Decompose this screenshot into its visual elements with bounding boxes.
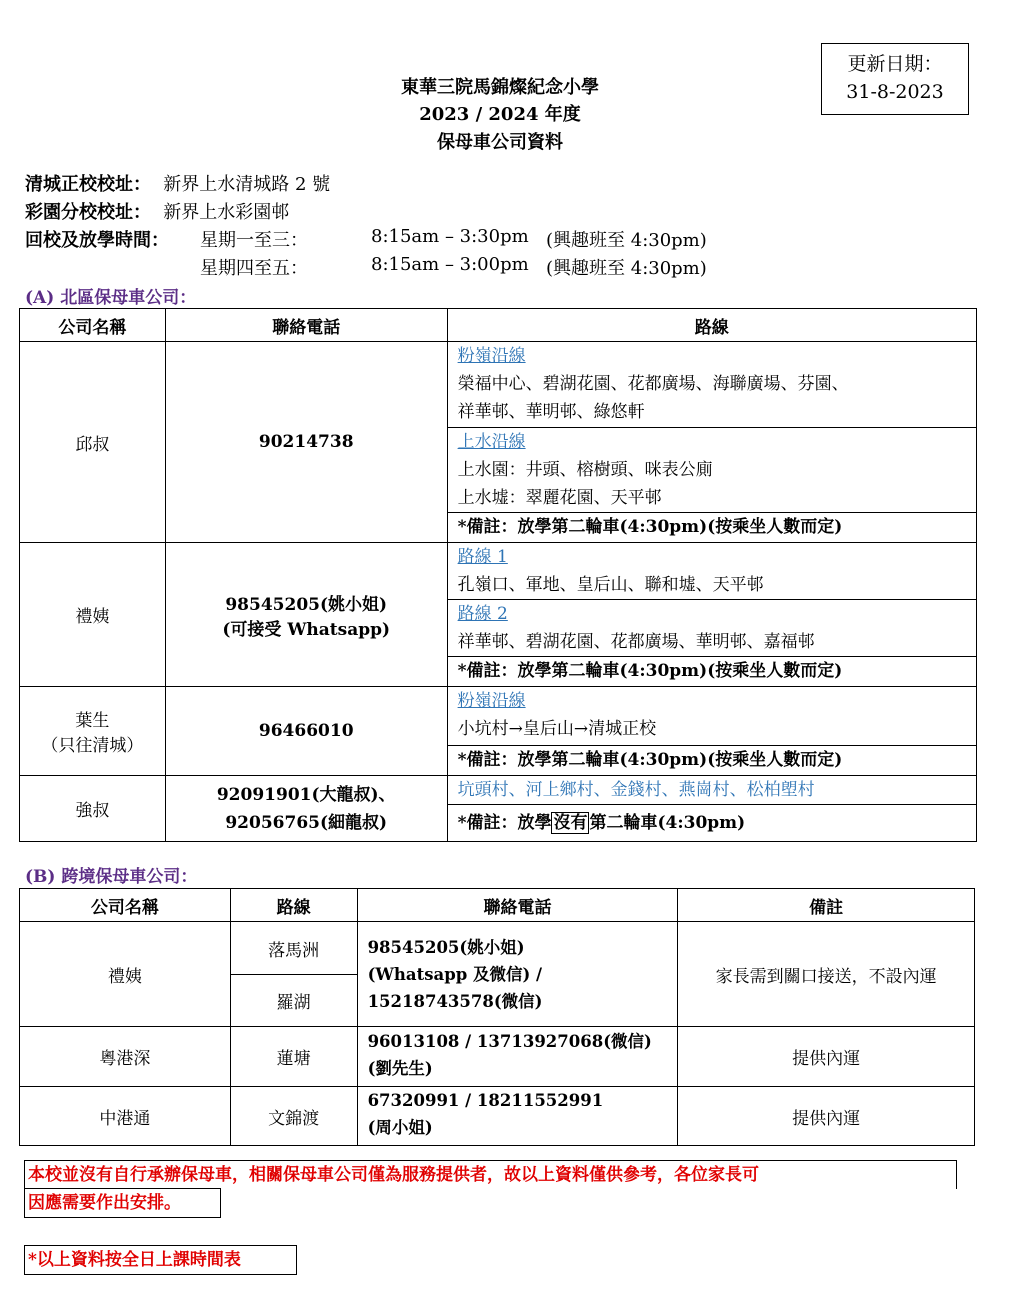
branch-campus-address [25, 198, 289, 224]
company-name: 禮姨 [20, 543, 166, 687]
company-phone: 96466010 [165, 687, 447, 776]
cross-border-table [19, 888, 975, 1146]
phone-note: (可接受 Whatsapp) [222, 619, 391, 640]
disclaimer-line1: 本校並沒有自行承辦保母車，相關保母車公司僅為服務提供者，故以上資料僅供參考，各位家長可 [24, 1160, 957, 1189]
phone-number: 96013108 / 13713927068(微信) [367, 1032, 652, 1051]
main-campus-address [25, 170, 330, 196]
route-cell [447, 600, 976, 657]
document-title: 保母車公司資料 [437, 132, 563, 153]
route-note: *備註：放學第二輪車(4:30pm)(按乘坐人數而定) [447, 657, 976, 687]
company-name-main: 葉生 [75, 711, 110, 731]
disclaimer-line2: 因應需要作出安排。 [24, 1188, 221, 1218]
main-campus-label: 清城正校校址： [25, 174, 151, 195]
north-district-table [19, 308, 977, 842]
route-villages: 坑頭村、河上鄉村、金錢村、燕崗村、松柏塱村 [457, 780, 815, 800]
company-name [20, 687, 166, 776]
route-name: 蓮塘 [230, 1027, 357, 1087]
route-name: 落馬洲 [230, 922, 357, 975]
section-a-title: (A) 北區保母車公司： [25, 288, 197, 308]
route-stops: 祥華邨、碧湖花園、花都廣場、華明邨、嘉福邨 [457, 632, 815, 652]
phone-number: 98545205(姚小姐) [367, 938, 525, 957]
route-stops: 榮福中心、碧湖花園、花都廣場、海聯廣場、芬園、 [457, 374, 849, 394]
remark: 提供內運 [678, 1087, 975, 1146]
school-hours-label: 回校及放學時間： [25, 230, 169, 251]
company-phone [165, 543, 447, 687]
branch-campus-value: 新界上水彩園邨 [163, 202, 290, 223]
company-phone [357, 922, 678, 1027]
company-name: 粵港深 [20, 1027, 231, 1087]
header-remark: 備註 [678, 889, 975, 922]
school-name: 東華三院馬錦燦紀念小學 [401, 77, 599, 98]
header-route: 路線 [230, 889, 357, 922]
phone-contact: (周小姐) [367, 1118, 433, 1137]
company-phone [165, 776, 447, 842]
remark: 提供內運 [678, 1027, 975, 1087]
hours-row1-days: 星期一至三： [200, 230, 308, 251]
timetable-footnote: *以上資料按全日上課時間表 [24, 1245, 297, 1275]
phone-number: 67320991 / 18211552991 [367, 1091, 604, 1110]
route-cell [447, 776, 976, 805]
route-stops: 小坑村→皇后山→清城正校 [457, 719, 657, 739]
route-title-link[interactable]: 粉嶺沿線 [457, 691, 526, 711]
company-name-note: （只往清城） [41, 736, 144, 756]
company-name: 禮姨 [20, 922, 231, 1027]
route-title-link[interactable]: 上水沿線 [457, 432, 526, 452]
header-company: 公司名稱 [20, 309, 166, 342]
phone-contact: (劉先生) [367, 1059, 433, 1078]
note-boxed-word: 沒有 [553, 812, 588, 833]
school-year: 2023 / 2024 年度 [419, 104, 581, 125]
company-phone [357, 1087, 678, 1146]
phone-number: 92056765(細龍叔) [225, 812, 388, 833]
route-name: 羅湖 [230, 975, 357, 1027]
route-stops: 上水園：井頭、榕樹頭、咪表公廁 [457, 460, 713, 480]
route-stops: 孔嶺口、軍地、皇后山、聯和墟、天平邨 [457, 575, 764, 595]
route-name: 文錦渡 [230, 1087, 357, 1146]
note-prefix: *備註：放學 [457, 812, 552, 833]
update-date-value: 31-8-2023 [846, 81, 944, 103]
route-title-link[interactable]: 路線 1 [457, 547, 508, 567]
phone-number: 98545205(姚小姐) [225, 594, 388, 615]
route-note [447, 805, 976, 842]
header-company: 公司名稱 [20, 889, 231, 922]
company-phone: 90214738 [165, 342, 447, 543]
route-stops: 祥華邨、華明邨、綠悠軒 [457, 402, 645, 422]
header-phone: 聯絡電話 [357, 889, 678, 922]
note-suffix: 第二輪車(4:30pm) [589, 812, 746, 833]
route-title-link[interactable]: 路線 2 [457, 604, 508, 624]
route-cell [447, 342, 976, 428]
route-stops: 上水墟：翠麗花園、天平邨 [457, 488, 662, 508]
header-phone: 聯絡電話 [165, 309, 447, 342]
route-cell [447, 428, 976, 513]
route-note: *備註：放學第二輪車(4:30pm)(按乘坐人數而定) [447, 513, 976, 543]
section-b-title: (B) 跨境保母車公司： [25, 867, 198, 887]
route-cell [447, 687, 976, 746]
hours-row1-note: (興趣班至 4:30pm) [546, 230, 707, 251]
company-phone [357, 1027, 678, 1087]
hours-row2-note: (興趣班至 4:30pm) [546, 258, 707, 279]
main-campus-value: 新界上水清城路 2 號 [163, 174, 331, 195]
hours-row1-time: 8:15am – 3:30pm [371, 226, 529, 247]
remark: 家長需到關口接送，不設內運 [678, 922, 975, 1027]
phone-number: 92091901(大龍叔)、 [216, 784, 396, 805]
route-cell [447, 543, 976, 600]
company-name: 邱叔 [20, 342, 166, 543]
company-name: 強叔 [20, 776, 166, 842]
branch-campus-label: 彩園分校校址： [25, 202, 151, 223]
phone-number: 15218743578(微信) [367, 992, 543, 1011]
route-note: *備註：放學第二輪車(4:30pm)(按乘坐人數而定) [447, 746, 976, 776]
company-name: 中港通 [20, 1087, 231, 1146]
hours-row2-time: 8:15am – 3:00pm [371, 254, 529, 275]
route-title-link[interactable]: 粉嶺沿線 [457, 346, 526, 366]
phone-note: (Whatsapp 及微信) / [367, 965, 543, 984]
header-route: 路線 [447, 309, 976, 342]
hours-row2-days: 星期四至五： [200, 258, 308, 279]
update-date-label: 更新日期： [847, 53, 943, 75]
